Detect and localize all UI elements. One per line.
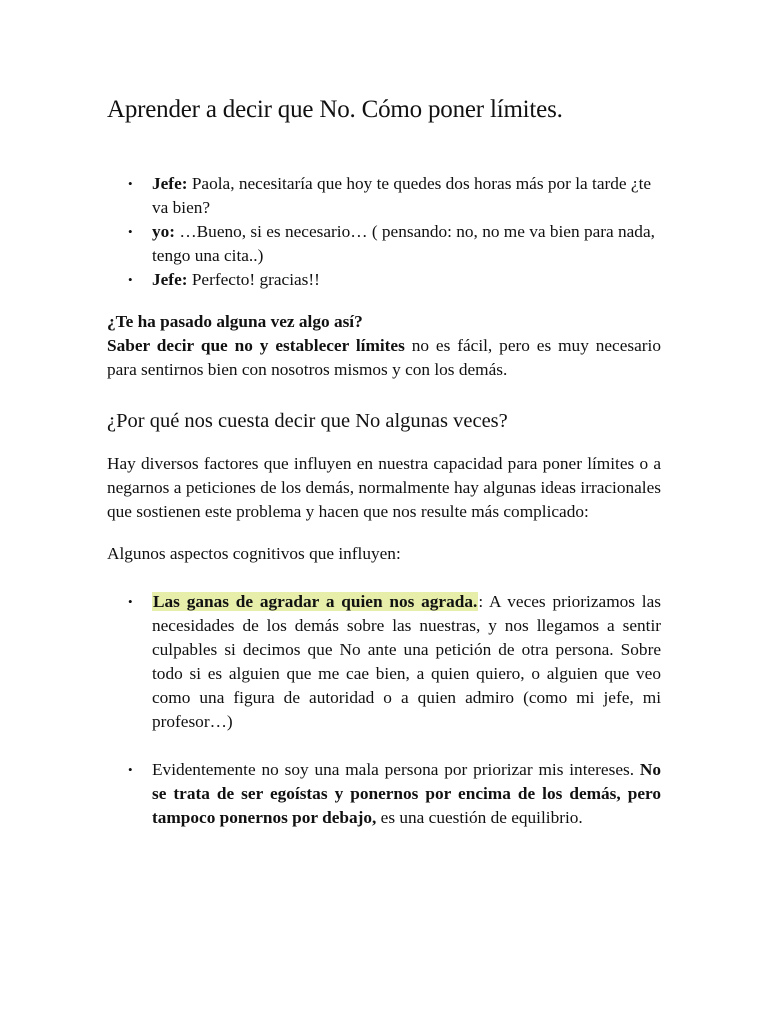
- dialog-text: Perfecto! gracias!!: [187, 270, 320, 289]
- highlighted-text: Las ganas de agradar a quien nos agrada.: [153, 592, 478, 611]
- question-line: ¿Te ha pasado alguna vez algo así?: [107, 312, 363, 331]
- aspects-intro: Algunos aspectos cognitivos que influyen:: [107, 544, 401, 563]
- document-page: [107, 92, 661, 830]
- aspect-item: [107, 758, 661, 830]
- aspect-bold: No se trata de ser egoístas y ponernos por encima de los demás, pero tampoco ponernos por debajo,: [152, 760, 661, 827]
- aspect-item: [107, 590, 661, 734]
- aspect-text: : A veces priorizamos las necesidades de los demás sobre las nuestras, y nos llegamos a sentir culpables si decimos que No ante una petición de otra persona. Sobre todo si es alguien que me cae bien, a quien quiero, o alguien que veo como una figura de autoridad o a quien admiro (como mi jefe, mi profesor…): [152, 592, 661, 731]
- dialog-speaker: yo:: [152, 222, 176, 241]
- intro-rest: no es fácil, pero es muy necesario para sentirnos bien con nosotros mismos y con los demás.: [107, 336, 661, 379]
- bullet-icon: •: [128, 176, 133, 191]
- dialog-speaker: Jefe:: [152, 270, 188, 289]
- section-heading: ¿Por qué nos cuesta decir que No algunas veces?: [107, 410, 508, 432]
- aspect-text: Evidentemente no soy una mala persona por priorizar mis intereses.: [152, 760, 640, 779]
- document-title: Aprender a decir que No. Cómo poner límites.: [107, 96, 563, 123]
- dialog-text: Paola, necesitaría que hoy te quedes dos horas más por la tarde ¿te va bien?: [152, 174, 652, 217]
- dialog-speaker: Jefe:: [152, 174, 188, 193]
- bullet-icon: •: [128, 224, 133, 239]
- intro-paragraph: [107, 334, 661, 382]
- intro-bold: Saber decir que no y establecer límites: [107, 336, 405, 355]
- bullet-icon: •: [128, 762, 133, 777]
- dialog-line: [107, 172, 661, 220]
- dialog-line: [107, 220, 661, 268]
- bullet-icon: •: [128, 272, 133, 287]
- body-paragraph: Hay diversos factores que influyen en nuestra capacidad para poner límites o a negarnos a peticiones de los demás, normalmente hay algunas ideas irracionales que sostienen este problema y hacen que nos resulte más complicado:: [107, 454, 661, 521]
- aspects-list: [107, 590, 661, 830]
- dialog-list: [107, 172, 661, 292]
- aspect-text-end: es una cuestión de equilibrio.: [376, 808, 583, 827]
- dialog-line: [107, 268, 661, 292]
- bullet-icon: •: [128, 594, 133, 609]
- dialog-text: …Bueno, si es necesario… ( pensando: no, no me va bien para nada, tengo una cita..): [152, 222, 655, 265]
